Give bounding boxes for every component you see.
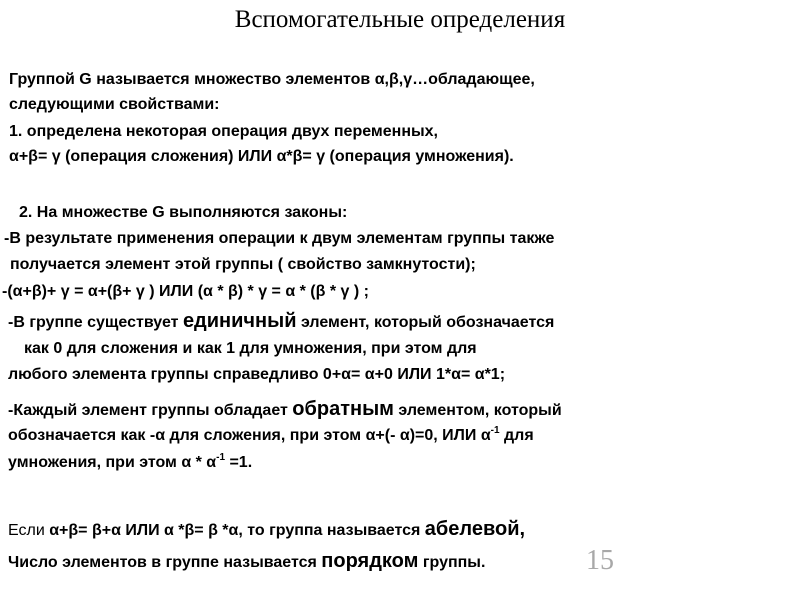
inverse-line-2 <box>8 425 534 447</box>
inverse-line-2-superscript: -1 <box>490 424 500 436</box>
definition-line-3: 1. определена некоторая операция двух переменных, <box>9 123 438 140</box>
definition-line-4: α+β= γ (операция сложения) ИЛИ α*β= γ (операция умножения). <box>9 148 514 165</box>
identity-emphasis: единичный <box>182 310 297 332</box>
inverse-line-1 <box>8 398 562 422</box>
closure-line-2: получается элемент этой группы ( свойство замкнутости); <box>10 256 476 273</box>
inverse-text-before: -Каждый элемент группы обладает <box>8 402 293 419</box>
inverse-text-after: элементом, который <box>393 402 562 419</box>
order-emphasis: порядком <box>321 550 419 572</box>
identity-line-3: любого элемента группы справедливо 0+α= α+0 ИЛИ 1*α= α*1; <box>8 366 506 383</box>
definition-line-2: следующими свойствами: <box>9 96 220 113</box>
slide-title: Вспомогательные определения <box>234 6 566 33</box>
associativity-line: -(α+β)+ γ = α+(β+ γ ) ИЛИ (α * β) * γ = α * (β * γ ) ; <box>2 283 369 300</box>
page-number: 15 <box>586 545 614 576</box>
laws-heading: 2. На множестве G выполняются законы: <box>19 204 348 221</box>
order-line <box>8 550 485 574</box>
abelian-lead: Если <box>8 522 50 539</box>
inverse-line-2-tail: для <box>499 427 534 444</box>
definition-line-1: Группой G называется множество элементов α,β,γ…обладающее, <box>9 71 535 88</box>
abelian-line <box>8 518 525 542</box>
inverse-line-3 <box>8 452 252 474</box>
abelian-emphasis: абелевой, <box>424 518 526 540</box>
identity-line-1 <box>8 310 554 334</box>
order-text-after: группы. <box>418 554 486 571</box>
order-text-before: Число элементов в группе называется <box>8 554 322 571</box>
inverse-emphasis: обратным <box>292 398 394 420</box>
inverse-line-3-tail: =1. <box>225 454 253 471</box>
identity-line-2: как 0 для сложения и как 1 для умножения, при этом для <box>24 340 477 357</box>
inverse-line-2-text: обозначается как -α для сложения, при этом α+(- α)=0, ИЛИ α <box>8 427 491 444</box>
inverse-line-3-superscript: -1 <box>216 451 226 463</box>
abelian-formula: α+β= β+α ИЛИ α *β= β *α, то группа называется <box>49 522 425 539</box>
identity-text-before: -В группе существует <box>8 314 183 331</box>
identity-text-after: элемент, который обозначается <box>296 314 555 331</box>
inverse-line-3-text: умножения, при этом α * α <box>8 454 217 471</box>
closure-line-1: -В результате применения операции к двум элементам группы также <box>4 230 555 247</box>
